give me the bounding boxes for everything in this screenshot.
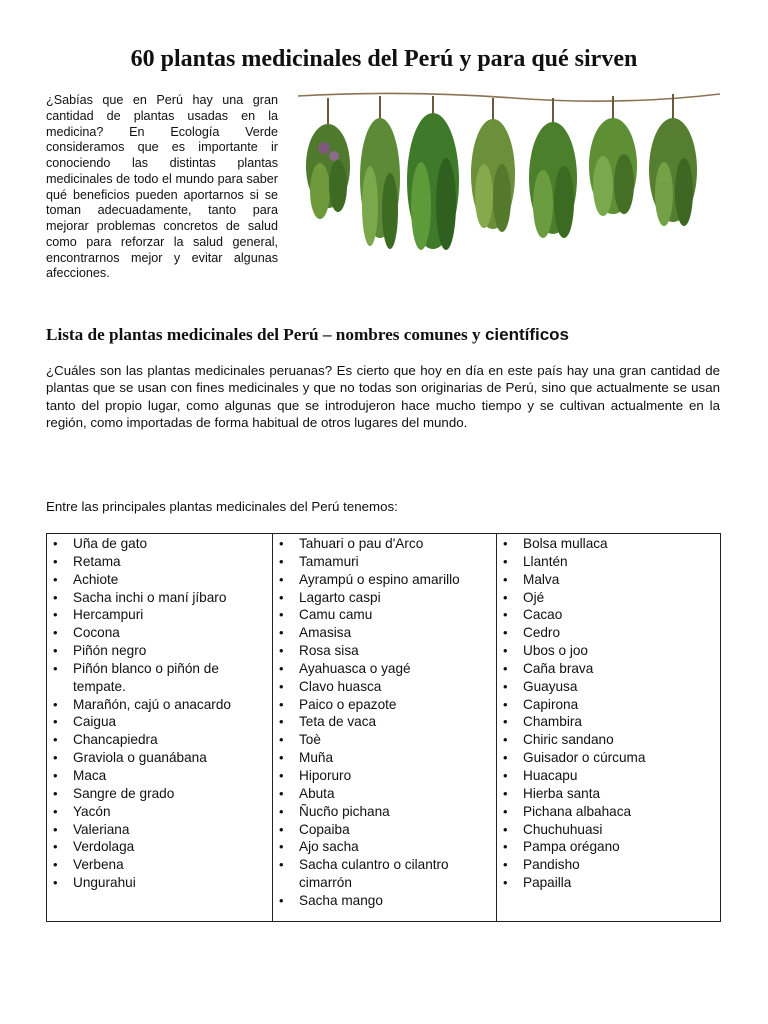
plant-list-item: • Ajo sacha xyxy=(273,838,496,856)
plant-list-item: • Maca xyxy=(47,767,272,785)
plant-list-item: • Malva xyxy=(497,571,720,589)
plant-list-item: • Achiote xyxy=(47,571,272,589)
plant-list-item: • Papailla xyxy=(497,874,720,892)
plant-list-item: • Chambira xyxy=(497,713,720,731)
plant-list-item: • Hierba santa xyxy=(497,785,720,803)
plant-list-item: • Uña de gato xyxy=(47,535,272,553)
plant-list-item: • Copaiba xyxy=(273,821,496,839)
plant-list-item: • Lagarto caspi xyxy=(273,589,496,607)
plant-list-item: • Ojé xyxy=(497,589,720,607)
plant-list-item: • Pichana albahaca xyxy=(497,803,720,821)
plant-list-item: • Piñón blanco o piñón de tempate. xyxy=(47,660,272,696)
plant-list-item: • Piñón negro xyxy=(47,642,272,660)
plant-list-item: • Cacao xyxy=(497,606,720,624)
section-heading xyxy=(46,323,736,347)
section-heading-tail: científicos xyxy=(484,325,570,344)
plant-list-item: • Toè xyxy=(273,731,496,749)
plant-list-item: • Hiporuro xyxy=(273,767,496,785)
plant-list-item: • Caña brava xyxy=(497,660,720,678)
plant-list-item: • Cocona xyxy=(47,624,272,642)
plant-list-item: • Hercampuri xyxy=(47,606,272,624)
plant-list-item: • Sacha inchi o maní jíbaro xyxy=(47,589,272,607)
plant-list-item: • Abuta xyxy=(273,785,496,803)
plant-list-item: • Teta de vaca xyxy=(273,713,496,731)
intro-paragraph: ¿Sabías que en Perú hay una gran cantidad de plantas usadas en la medicina? En Ecología Verde consideramos que es importante ir conociendo las distintas plantas medicinales de todo el mundo para saber qué beneficios pueden aportarnos si se toman adecuadamente, tanto para mejorar problemas concretos de salud como para reforzar la salud general, encontrarnos mejor y evitar algunas afecciones. xyxy=(46,93,278,281)
plant-list-item: • Ubos o joo xyxy=(497,642,720,660)
page-title: 60 plantas medicinales del Perú y para qué sirven xyxy=(130,46,638,72)
plant-list-item: • Valeriana xyxy=(47,821,272,839)
plant-list-item: • Tamamuri xyxy=(273,553,496,571)
body-paragraph: ¿Cuáles son las plantas medicinales peruanas? Es cierto que hoy en día en este país hay una gran cantidad de plantas que se usan con fines medicinales y que no todas son originarias de Perú, sino que actualmente se usan tanto del propio lugar, como algunas que se introdujeron hace mucho tiempo y se cultivan actualmente en la región, como importadas de forma habitual de otros lugares del mundo. xyxy=(46,363,720,430)
plant-list-item: • Paico o epazote xyxy=(273,696,496,714)
plant-list-item: • Pandisho xyxy=(497,856,720,874)
list-lead-text: Entre las principales plantas medicinales del Perú tenemos: xyxy=(46,499,398,514)
plant-list-item: • Amasisa xyxy=(273,624,496,642)
hanging-herbs-image xyxy=(298,86,720,286)
plant-list-item: • Chancapiedra xyxy=(47,731,272,749)
plant-list-item: • Verbena xyxy=(47,856,272,874)
plant-list-item: • Caigua xyxy=(47,713,272,731)
plant-list-item: • Retama xyxy=(47,553,272,571)
plant-list-item: • Graviola o guanábana xyxy=(47,749,272,767)
plant-list-item: • Ayahuasca o yagé xyxy=(273,660,496,678)
plant-list-item: • Marañón, cajú o anacardo xyxy=(47,696,272,714)
plant-list-item: • Chuchuhuasi xyxy=(497,821,720,839)
plant-list-item: • Capirona xyxy=(497,696,720,714)
plant-list-item: • Sacha culantro o cilantro cimarrón xyxy=(273,856,496,892)
plants-list-1 xyxy=(47,535,272,892)
plant-list-item: • Chiric sandano xyxy=(497,731,720,749)
plant-list-item: • Ñucño pichana xyxy=(273,803,496,821)
plants-column-3 xyxy=(496,534,720,921)
plant-list-item: • Camu camu xyxy=(273,606,496,624)
plant-list-item: • Verdolaga xyxy=(47,838,272,856)
plants-column-1 xyxy=(47,534,272,921)
plant-list-item: • Guayusa xyxy=(497,678,720,696)
plant-list-item: • Ungurahui xyxy=(47,874,272,892)
plant-list-item: • Tahuari o pau d'Arco xyxy=(273,535,496,553)
plants-list-2 xyxy=(273,535,496,910)
plant-list-item: • Pampa orégano xyxy=(497,838,720,856)
plant-list-item: • Cedro xyxy=(497,624,720,642)
plant-list-item: • Sacha mango xyxy=(273,892,496,910)
plant-list-item: • Llantén xyxy=(497,553,720,571)
plants-list-3 xyxy=(497,535,720,892)
plant-list-item: • Ayrampú o espino amarillo xyxy=(273,571,496,589)
plant-list-item: • Huacapu xyxy=(497,767,720,785)
plants-column-2 xyxy=(272,534,496,921)
plant-list-item: • Rosa sisa xyxy=(273,642,496,660)
plant-list-item: • Sangre de grado xyxy=(47,785,272,803)
plant-list-item: • Yacón xyxy=(47,803,272,821)
plant-list-item: • Bolsa mullaca xyxy=(497,535,720,553)
plant-list-item: • Muña xyxy=(273,749,496,767)
plants-table xyxy=(46,533,721,922)
plant-list-item: • Clavo huasca xyxy=(273,678,496,696)
plant-list-item: • Guisador o cúrcuma xyxy=(497,749,720,767)
section-heading-main: Lista de plantas medicinales del Perú – nombres comunes y xyxy=(46,325,485,344)
